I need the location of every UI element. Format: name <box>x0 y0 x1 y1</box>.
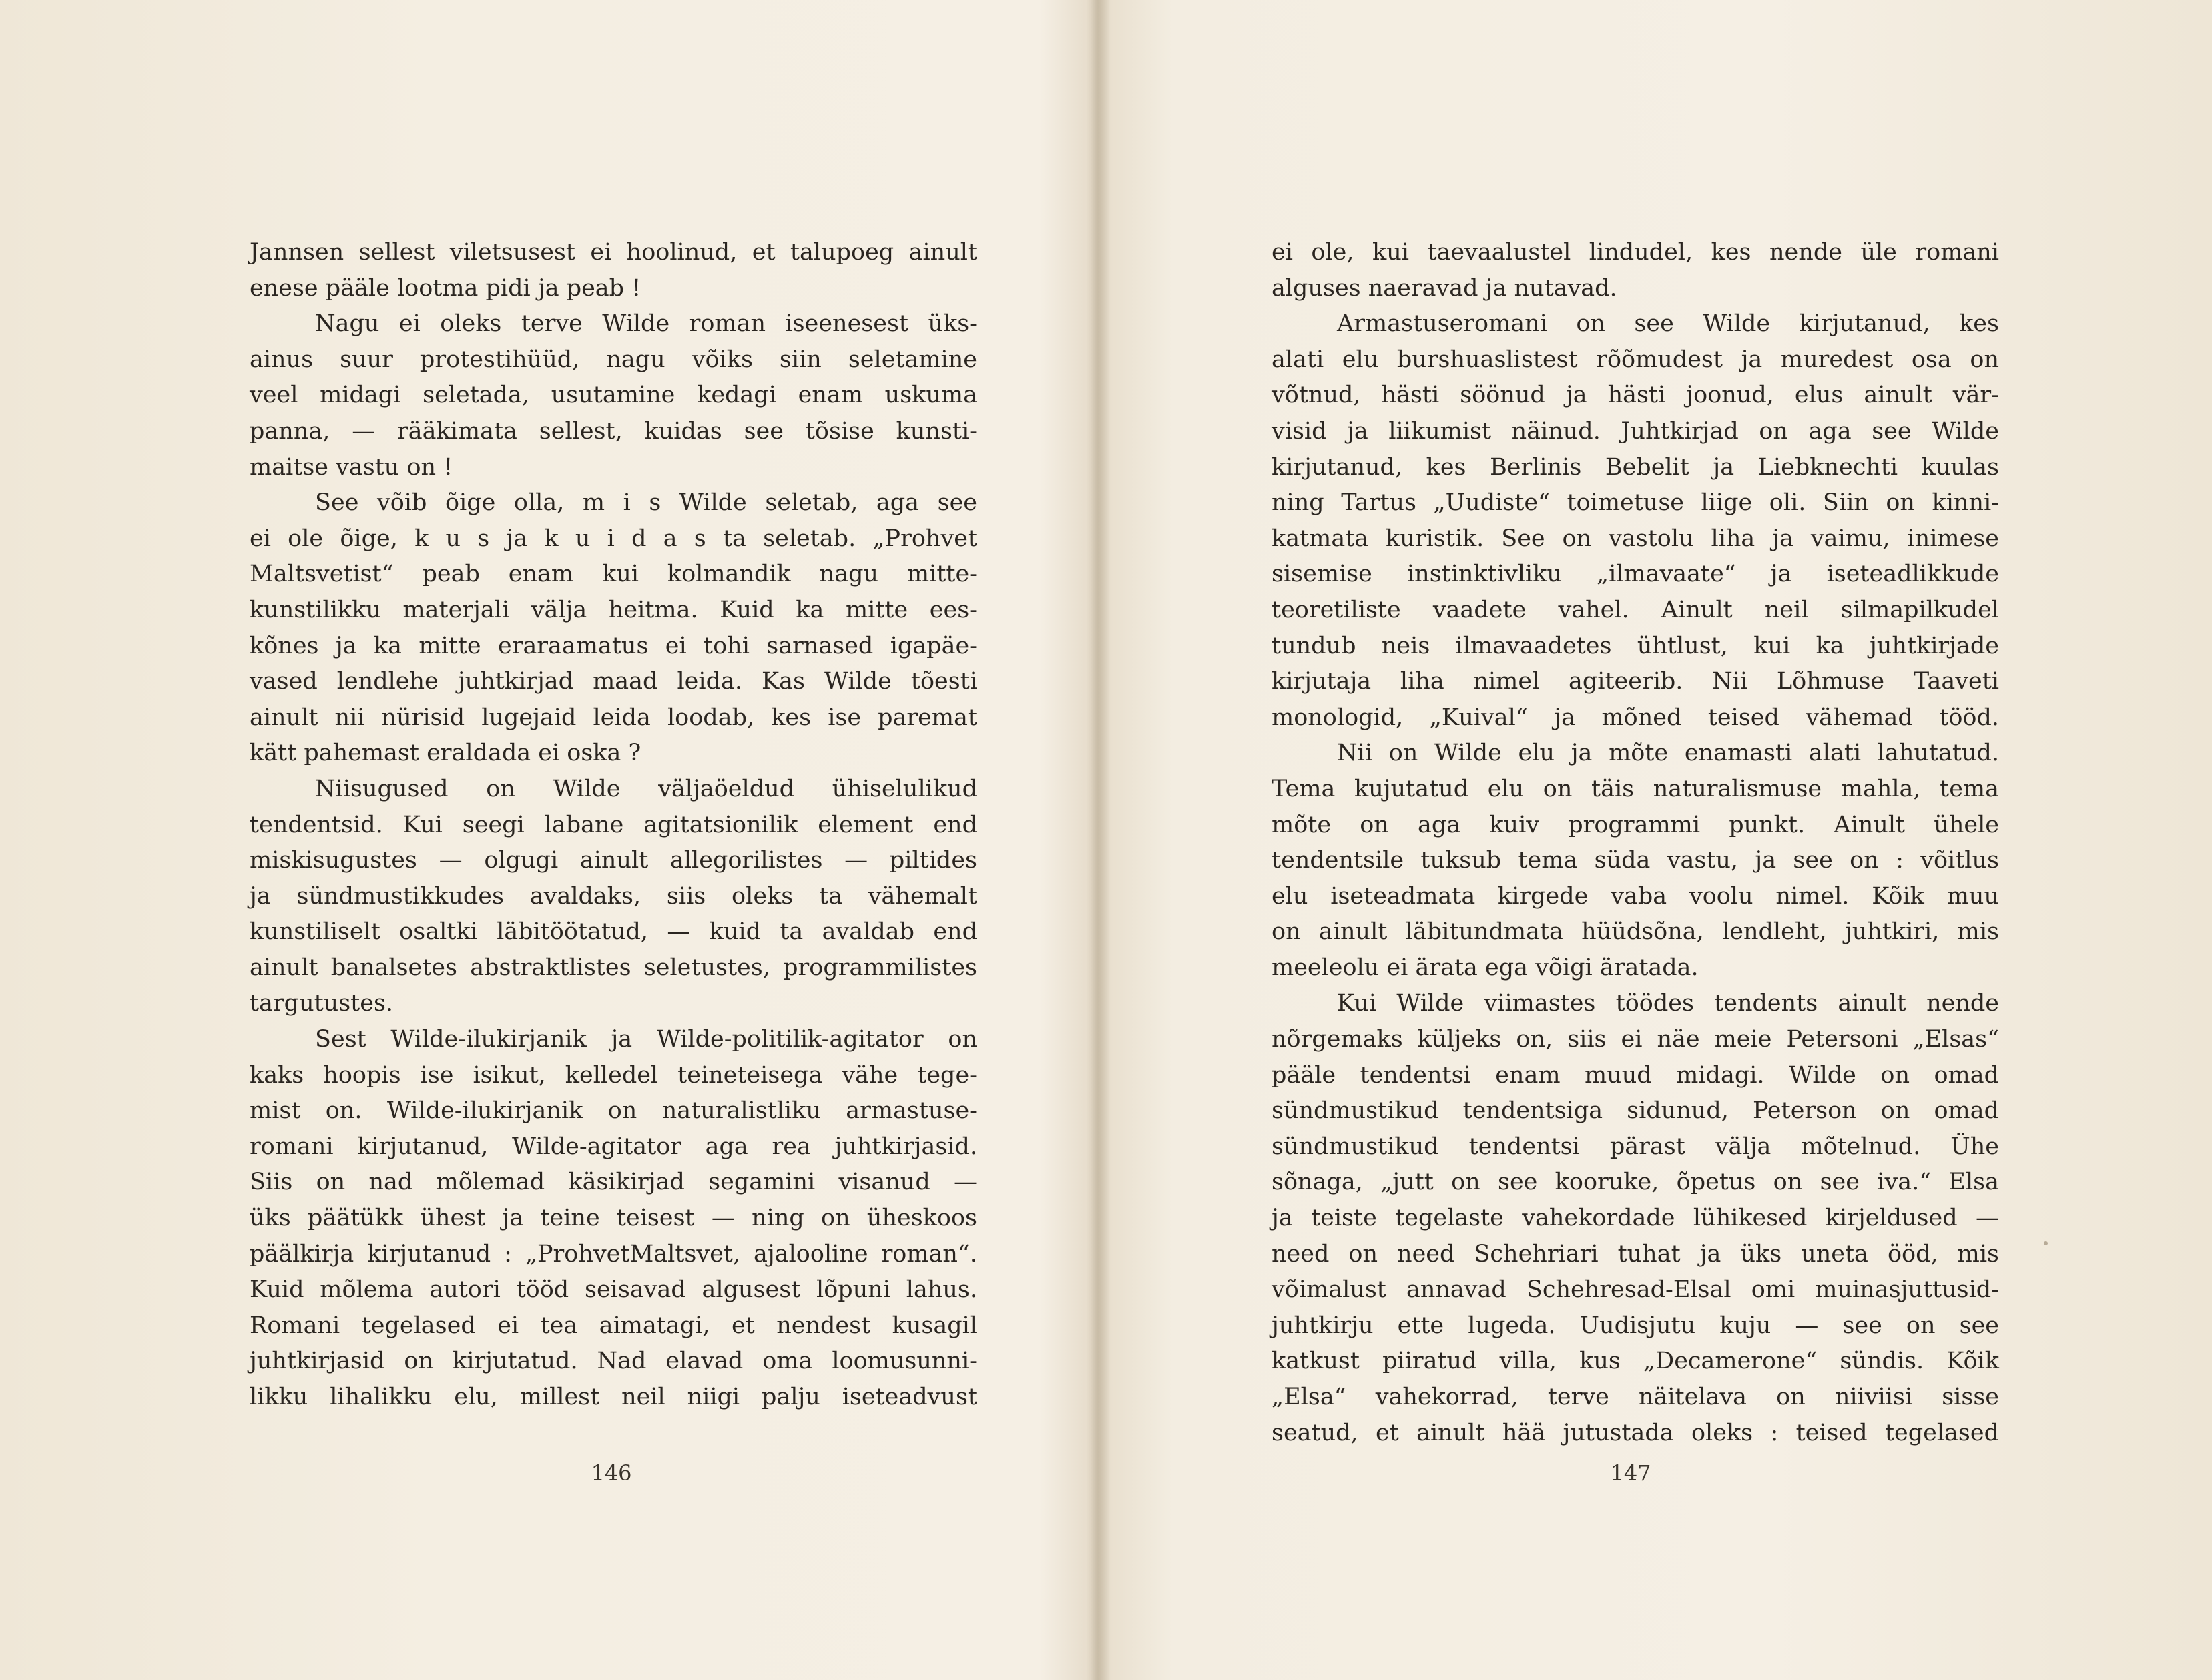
text-line: võimalust annavad Schehresad-Elsal omi muinasjuttusid- <box>1272 1276 1999 1304</box>
left-page <box>0 0 1095 1680</box>
text-line: ja sündmustikkudes avaldaks, siis oleks ta vähemalt <box>250 882 977 910</box>
text-line: katkust piiratud villa, kus „Decamerone“ sündis. Kõik <box>1272 1348 1999 1375</box>
text-line: ainult banalsetes abstraktlistes seletustes, programmilistes <box>250 954 977 981</box>
text-line: tendentsid. Kui seegi labane agitatsionilik element end <box>250 811 977 838</box>
text-line: Sest Wilde-ilukirjanik ja Wilde-politilik-agitator on <box>315 1026 977 1053</box>
text-line: tundub neis ilmavaadetes ühtlust, kui ka juhtkirjade <box>1272 632 1999 659</box>
text-line: kirjutanud, kes Berlinis Bebelit ja Liebknechti kuulas <box>1272 453 1999 481</box>
text-line: See võib õige olla, m i s Wilde seletab, aga see <box>315 489 977 517</box>
text-line: sõnaga, „jutt on see kooruke, õpetus on see iva.“ Elsa <box>1272 1169 1999 1196</box>
text-line: romani kirjutanud, Wilde-agitator aga rea juhtkirjasid. <box>250 1133 977 1160</box>
text-line: visid ja liikumist näinud. Juhtkirjad on aga see Wilde <box>1272 417 1999 445</box>
text-line: Maltsvetist“ peab enam kui kolmandik nagu mitte- <box>250 561 977 588</box>
right-page <box>1108 0 2212 1680</box>
text-line: Jannsen sellest viletsusest ei hoolinud, et talupoeg ainult <box>250 239 977 266</box>
text-line: katmata kuristik. See on vastolu liha ja vaimu, inimese <box>1272 525 1999 552</box>
text-line: ei ole, kui taevaalustel lindudel, kes nende üle romani <box>1272 239 1999 266</box>
text-line: ning Tartus „Uudiste“ toimetuse liige oli. Siin on kinni- <box>1272 489 1999 517</box>
text-line: Kui Wilde viimastes töödes tendents ainult nende <box>1337 990 1999 1017</box>
text-line: panna, — rääkimata sellest, kuidas see tõsise kunsti- <box>250 417 977 445</box>
text-line: mist on. Wilde-ilukirjanik on naturalistliku armastuse- <box>250 1097 977 1125</box>
text-line: sisemise instinktivliku „ilmavaate“ ja iseteadlikkude <box>1272 561 1999 588</box>
text-line: ainus suur protestihüüd, nagu võiks siin seletamine <box>250 346 977 373</box>
text-line: teoretiliste vaadete vahel. Ainult neil silmapilkudel <box>1272 596 1999 623</box>
text-line: ainult nii nürisid lugejaid leida loodab, kes ise paremat <box>250 704 977 731</box>
text-line: sündmustikud tendentsi pärast välja mõtelnud. Ühe <box>1272 1133 1999 1160</box>
text-line: sündmustikud tendentsiga sidunud, Peterson on omad <box>1272 1097 1999 1125</box>
text-line: enese pääle lootma pidi ja peab ! <box>250 274 641 302</box>
text-line: üks päätükk ühest ja teine teisest — ning on üheskoos <box>250 1205 977 1232</box>
text-line: tendentsile tuksub tema süda vastu, ja see on : võitlus <box>1272 847 1999 874</box>
text-line: Armastuseromani on see Wilde kirjutanud, kes <box>1337 310 1999 338</box>
text-line: Tema kujutatud elu on täis naturalismuse mahla, tema <box>1272 775 1999 802</box>
text-line: kunstilikku materjali välja heitma. Kuid ka mitte ees- <box>250 596 977 623</box>
text-line: need on need Schehriari tuhat ja üks uneta ööd, mis <box>1272 1240 1999 1268</box>
text-line: Kuid mõlema autori tööd seisavad algusest lõpuni lahus. <box>250 1276 977 1304</box>
text-line: ei ole õige, k u s ja k u i d a s ta seletab. „Prohvet <box>250 525 977 552</box>
text-line: Niisugused on Wilde väljaöeldud ühiselulikud <box>315 775 977 802</box>
text-line: meeleolu ei ärata ega võigi äratada. <box>1272 954 1699 981</box>
text-line: seatud, et ainult hää jutustada oleks : teised tegelased <box>1272 1419 1999 1446</box>
text-line: kätt pahemast eraldada ei oska ? <box>250 740 641 767</box>
left-page-text <box>250 235 977 1416</box>
right-page-number: 147 <box>1610 1460 1651 1486</box>
text-line: miskisugustes — olgugi ainult allegorilistes — piltides <box>250 847 977 874</box>
text-line: on ainult läbitundmata hüüdsõna, lendleht, juhtkiri, mis <box>1272 918 1999 946</box>
text-line: targutustes. <box>250 990 394 1017</box>
text-line: päälkirja kirjutanud : „ProhvetMaltsvet, ajalooline roman“. <box>250 1240 977 1268</box>
text-line: kaks hoopis ise isikut, kelledel teineteisega vähe tege- <box>250 1061 977 1089</box>
text-line: juhtkirjasid on kirjutatud. Nad elavad oma loomusunni- <box>250 1348 977 1375</box>
text-line: kõnes ja ka mitte eraraamatus ei tohi sarnased igapäe- <box>250 632 977 659</box>
text-line: mõte on aga kuiv programmi punkt. Ainult ühele <box>1272 811 1999 838</box>
text-line: alati elu burshuaslistest rõõmudest ja muredest osa on <box>1272 346 1999 373</box>
text-line: elu iseteadmata kirgede vaba voolu nimel. Kõik muu <box>1272 882 1999 910</box>
text-line: Romani tegelased ei tea aimatagi, et nendest kusagil <box>250 1312 977 1339</box>
text-line: monologid, „Kuival“ ja mõned teised vähemad tööd. <box>1272 704 1999 731</box>
text-line: pääle tendentsi enam muud midagi. Wilde on omad <box>1272 1061 1999 1089</box>
text-line: Nii on Wilde elu ja mõte enamasti alati lahutatud. <box>1337 740 1999 767</box>
text-line: vased lendlehe juhtkirjad maad leida. Kas Wilde tõesti <box>250 668 977 695</box>
text-line: veel midagi seletada, usutamine kedagi enam uskuma <box>250 382 977 409</box>
text-line: võtnud, hästi söönud ja hästi joonud, elus ainult vär- <box>1272 382 1999 409</box>
text-line: kirjutaja liha nimel agiteerib. Nii Lõhmuse Taaveti <box>1272 668 1999 695</box>
text-line: Siis on nad mõlemad käsikirjad segamini visanud — <box>250 1169 977 1196</box>
left-page-number: 146 <box>591 1460 632 1486</box>
right-page-text <box>1272 235 1999 1451</box>
text-line: „Elsa“ vahekorrad, terve näitelava on niiviisi sisse <box>1272 1384 1999 1410</box>
text-line: kunstiliselt osaltki läbitöötatud, — kuid ta avaldab end <box>250 918 977 946</box>
text-line: ja teiste tegelaste vahekordade lühikesed kirjeldused — <box>1272 1205 1999 1232</box>
text-line: juhtkirju ette lugeda. Uudisjutu kuju — see on see <box>1272 1312 1999 1339</box>
text-line: maitse vastu on ! <box>250 453 453 481</box>
text-line: likku lihalikku elu, millest neil niigi palju iseteadvust <box>250 1384 977 1410</box>
paper-speck <box>2044 1241 2048 1245</box>
text-line: Nagu ei oleks terve Wilde roman iseenesest üks- <box>315 310 977 338</box>
text-line: nõrgemaks küljeks on, siis ei näe meie Petersoni „Elsas“ <box>1272 1026 1999 1053</box>
text-line: alguses naeravad ja nutavad. <box>1272 274 1617 302</box>
